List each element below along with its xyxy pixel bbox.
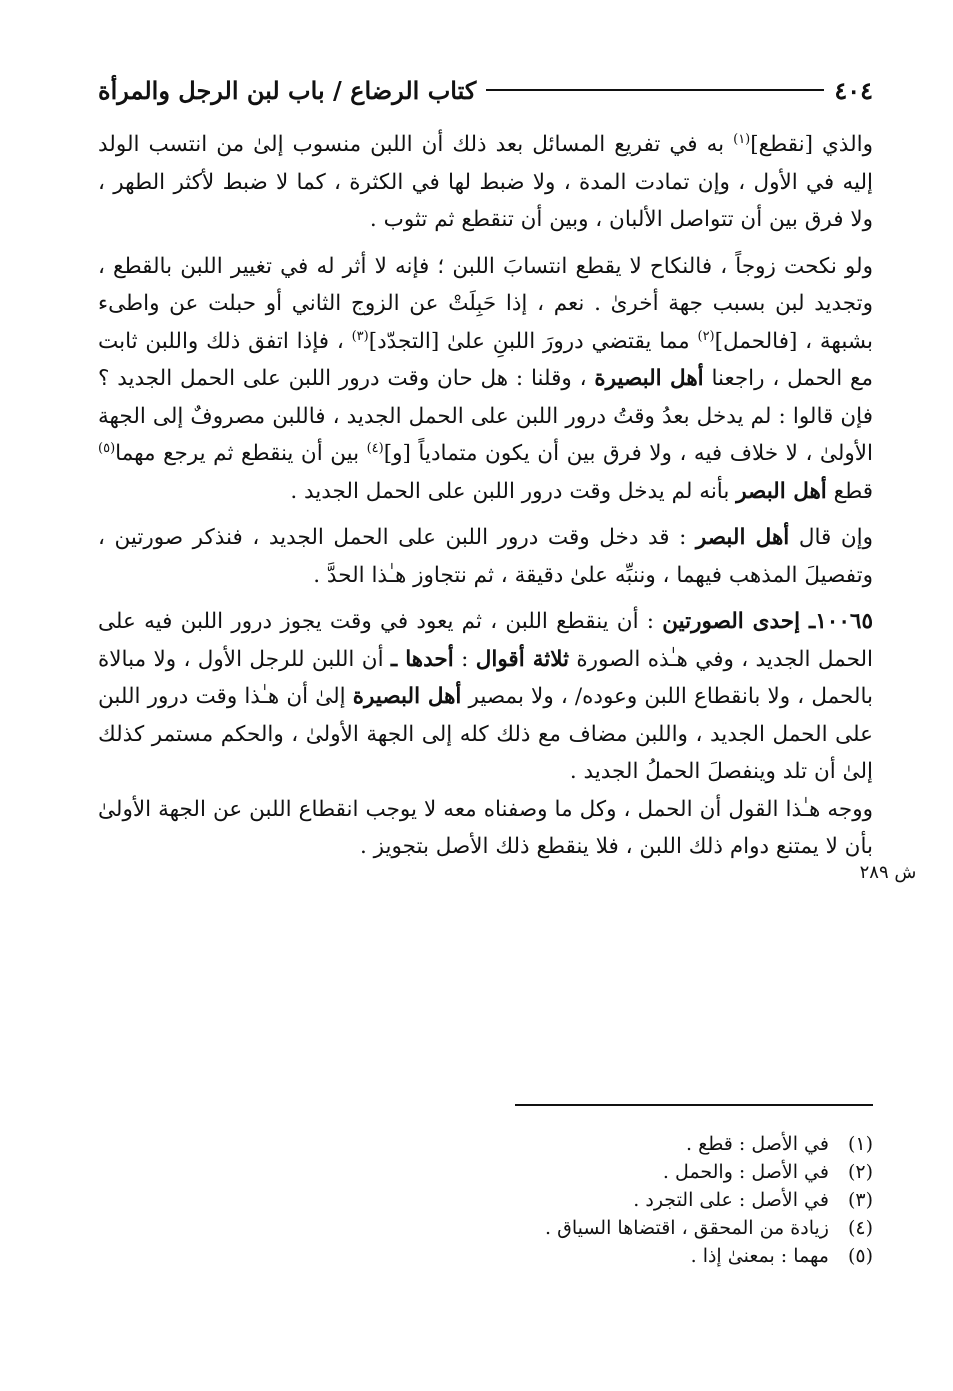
footnote-ref-5: (٥) (98, 440, 116, 456)
text-run: : (453, 646, 476, 672)
text-run: والذي [نقطع] (750, 132, 873, 157)
text-run: ، وقلنا : هل حان وقت درور اللبن على الحمل الجديد ؟ فإن قالوا : لم يدخل بعدُ وقتُ درور اللبن على الحمل الجديد ، فاللبن مصروفٌ إلى الجهة الأولىٰ ، لا خلاف فيه ، ولا فرق بين أن يكون متمادياً [و] (98, 366, 873, 466)
footnote-text: زيادة من المحقق ، اقتضاها السياق . (545, 1217, 829, 1239)
footnote-number: (٢) (847, 1161, 873, 1183)
footnote-number: (٤) (847, 1217, 873, 1239)
text-run: مما يقتضي درورَ اللبنِ علىٰ [التجدّد] (368, 328, 698, 354)
footnote-text: في الأصل : قطع . (686, 1133, 829, 1155)
footnote-number: (١) (847, 1133, 873, 1155)
footnotes (98, 1130, 873, 1270)
section-number-heading: ١٠٠٦٥ـ إحدى الصورتين (662, 609, 873, 634)
footnote-text: في الأصل : على التجرد . (633, 1189, 829, 1211)
text-run: : أن ينقطع اللبن ، ثم يعود في وقت يجوز درور اللبن فيه على الحمل الجديد ، وفي هـٰذه الصورة (98, 609, 874, 672)
bold-term: ثلاثة أقوال (475, 646, 570, 672)
footnote-item (98, 1158, 873, 1186)
main-text (98, 126, 873, 866)
text-run: وإن قال (789, 525, 874, 550)
paragraph-4 (98, 603, 873, 791)
footnote-ref-4: (٤) (366, 440, 384, 456)
manuscript-folio-note: ش ٢٨٩ (859, 862, 917, 883)
page-number: ٤٠٤ (834, 75, 873, 105)
footnote-text: مهما : بمعنىٰ إذا . (690, 1245, 829, 1267)
bold-term: أهل البصيرة (352, 684, 462, 709)
footnote-separator (515, 1104, 873, 1106)
text-run: : قد دخل وقت درور اللبن على الحمل الجديد ، فنذكر صورتين ، وتفصيلَ المذهب فيهما ، وننبِّه علىٰ دقيقة ، ثم نتجاوز هـٰذا الحدَّ . (98, 525, 873, 588)
text-run: به في تفريع المسائل بعد ذلك أن اللبن منسوب إلىٰ من انتسب الولد إليه في الأول ، وإن تمادت المدة ، ولا ضبط لها في الكثرة ، كما لا ضبط لأكثر الطهر ، ولا فرق بين أن تتواصل الألبان ، وبين أن تنقطع ثم تثوب . (98, 132, 873, 232)
footnote-item (98, 1130, 873, 1158)
footnote-item (98, 1242, 873, 1270)
paragraph-1 (98, 126, 873, 239)
footnote-text: في الأصل : والحمل . (662, 1161, 829, 1183)
footnote-item (98, 1186, 873, 1214)
paragraph-2 (98, 248, 873, 511)
text-run: ، فإذا اتفق ذلك واللبن ثابت مع الحمل ، راجعنا (98, 328, 873, 391)
bold-term: أهل البصيرة (594, 366, 704, 391)
bold-term: أهل البصر (736, 478, 827, 504)
text-run: ووجه هـٰذا القول أن الحمل ، وكل ما وصفناه معه لا يوجب انقطاع اللبن عن الجهة الأولىٰ بأن لا يمتنع دوام ذلك اللبن ، فلا ينقطع ذلك الأصل بتجويز . (98, 796, 873, 859)
footnote-ref-2: (٢) (697, 328, 715, 344)
text-run: أن اللبن للرجل الأول ، ولا مبالاة بالحمل ، ولا بانقطاع اللبن وعوده/ ، ولا بمصير (98, 646, 873, 709)
footnote-number: (٥) (847, 1245, 873, 1267)
header-rule (486, 89, 824, 91)
page-header (98, 68, 873, 112)
bold-term: أهل البصر (695, 525, 790, 550)
footnote-ref-3: (٣) (351, 328, 369, 344)
text-run: قطع (826, 478, 873, 504)
footnote-item (98, 1214, 873, 1242)
bold-term: أحدها ـ (390, 646, 454, 672)
text-run: إلىٰ أن هـٰذا وقت درور اللبن على الحمل الجديد ، واللبن مضاف مع ذلك كله إلى الجهة الأولىٰ ، والحكم مستمر كذلك إلىٰ أن تلد وينفصلَ الحملُ الجديد . (98, 684, 873, 784)
footnote-ref-1: (١) (733, 131, 751, 147)
text-run: بأنه لم يدخل وقت درور اللبن على الحمل الجديد . (290, 478, 737, 504)
text-run: بين أن ينقطع ثم يرجع مهما (115, 441, 367, 466)
paragraph-3 (98, 519, 873, 594)
text-run: ولو نكحت زوجاً ، فالنكاح لا يقطع انتسابَ اللبن ؛ فإنه لا أثر له في تغيير اللبن بالقطع ، وتجديد لبن بسبب جهة أخرىٰ . نعم ، إذا حَبِلَتْ عن الزوج الثاني أو حبلت عن واطىء بشبهة ، [فالحمل] (98, 253, 873, 354)
running-title: كتاب الرضاع / باب لبن الرجل والمرأة (98, 75, 477, 105)
footnote-number: (٣) (847, 1189, 873, 1211)
paragraph-5 (98, 791, 873, 866)
